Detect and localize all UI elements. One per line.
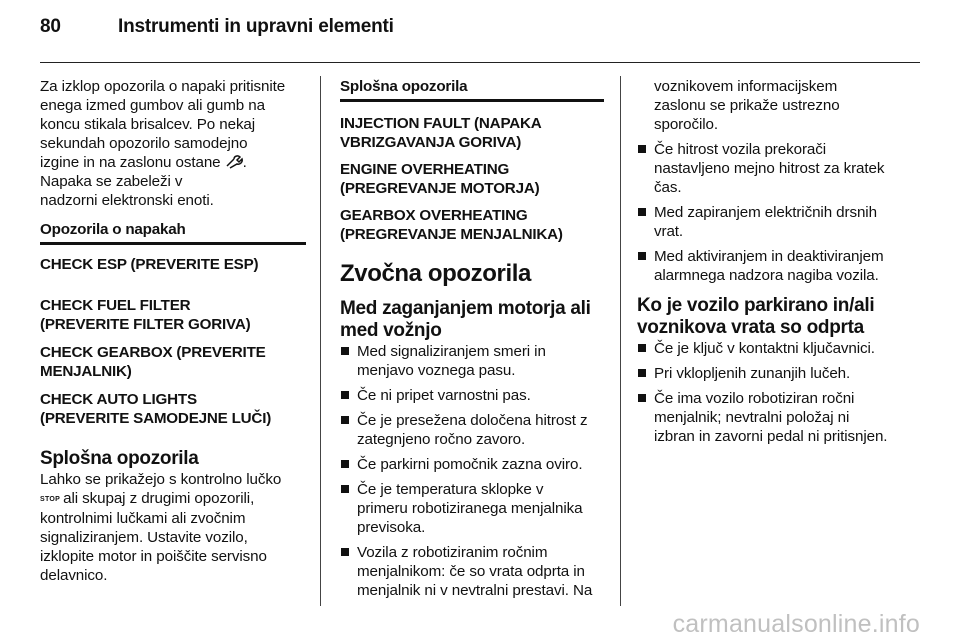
- list-item: Med zapiranjem električnih drsnih vrat.: [637, 203, 927, 241]
- heading-starting-or-driving: Med zaganjanjem motorja ali med vožnjo: [340, 298, 591, 341]
- stop-icon: STOP: [40, 496, 61, 503]
- list-item: Če je presežena določena hitrost z zategnjeno ročno zavoro.: [340, 411, 604, 449]
- list-item: Če ni pripet varnostni pas.: [340, 386, 604, 405]
- column-divider-1: [320, 76, 321, 606]
- warning-check-auto-lights: CHECK AUTO LIGHTS (PREVERITE SAMODEJNE LUČI): [40, 391, 272, 427]
- warning-injection-fault: INJECTION FAULT (NAPAKA VBRIZGAVANJA GORIVA): [340, 115, 542, 151]
- heading-general-warnings: Splošna opozorila: [40, 448, 199, 469]
- continued-paragraph: voznikovem informacijskem zaslonu se prikaže ustrezno sporočilo.: [654, 78, 840, 133]
- driving-warnings-list: [340, 342, 604, 600]
- more-warnings-list: [637, 140, 927, 285]
- section-title-fault-warnings: Opozorila o napakah: [40, 220, 306, 245]
- list-item: Če hitrost vozila prekorači nastavljeno mejno hitrost za kratek čas.: [637, 140, 927, 197]
- list-item: Med aktiviranjem in deaktiviranjem alarmnega nadzora nagiba vozila.: [637, 247, 927, 285]
- warning-check-fuel-filter: CHECK FUEL FILTER (PREVERITE FILTER GORIVA): [40, 297, 251, 333]
- list-item: Če je temperatura sklopke v primeru robotiziranega menjalnika previsoka.: [340, 480, 604, 537]
- service-wrench-icon: [225, 155, 243, 169]
- column-middle: [340, 77, 604, 606]
- list-item: Pri vklopljenih zunanjih lučeh.: [637, 364, 927, 383]
- list-item: Vozila z robotiziranim ročnim menjalnikom: če so vrata odprta in menjalnik ni v nevtralni prestavi. Na: [340, 543, 604, 600]
- intro-paragraph: Za izklop opozorila o napaki pritisnite enega izmed gumbov ali gumb na koncu stikala brisalcev. Po nekaj sekundah opozorilo samodejno izgine in na zaslonu ostane . Napaka se zabeleži v nadzorni elektronski enoti.: [40, 78, 286, 209]
- page-number: 80: [40, 16, 61, 37]
- warning-check-esp: CHECK ESP (PREVERITE ESP): [40, 256, 259, 273]
- warning-gearbox-overheating: GEARBOX OVERHEATING (PREGREVANJE MENJALNIKA): [340, 207, 563, 243]
- column-left: [40, 77, 306, 585]
- header-divider: [40, 62, 920, 63]
- page-title: Instrumenti in upravni elementi: [118, 16, 394, 37]
- page-header: [40, 16, 394, 46]
- column-divider-2: [620, 76, 621, 606]
- general-warnings-paragraph: Lahko se prikažejo s kontrolno lučko STOP ali skupaj z drugimi opozorili, kontrolnimi lučkami ali zvočnim signaliziranjem. Ustavite vozilo, izklopite motor in poiščite servisno delavnico.: [40, 471, 282, 584]
- warning-engine-overheating: ENGINE OVERHEATING (PREGREVANJE MOTORJA): [340, 161, 540, 197]
- warning-check-gearbox: CHECK GEARBOX (PREVERITE MENJALNIK): [40, 344, 266, 380]
- heading-parked-door-open: Ko je vozilo parkirano in/ali voznikova vrata so odprta: [637, 295, 875, 338]
- list-item: Med signaliziranjem smeri in menjavo voznega pasu.: [340, 342, 604, 380]
- heading-sound-warnings: Zvočna opozorila: [340, 260, 531, 287]
- list-item: Če je ključ v kontaktni ključavnici.: [637, 339, 927, 358]
- section-title-general-warnings: Splošna opozorila: [340, 77, 604, 102]
- parked-warnings-list: [637, 339, 927, 446]
- list-item: Če parkirni pomočnik zazna oviro.: [340, 455, 604, 474]
- list-item: Če ima vozilo robotiziran ročni menjalnik; nevtralni položaj ni izbran in zavorni pedal ni pritisnjen.: [637, 389, 927, 446]
- column-right: [637, 77, 927, 452]
- watermark: carmanualsonline.info: [672, 610, 920, 638]
